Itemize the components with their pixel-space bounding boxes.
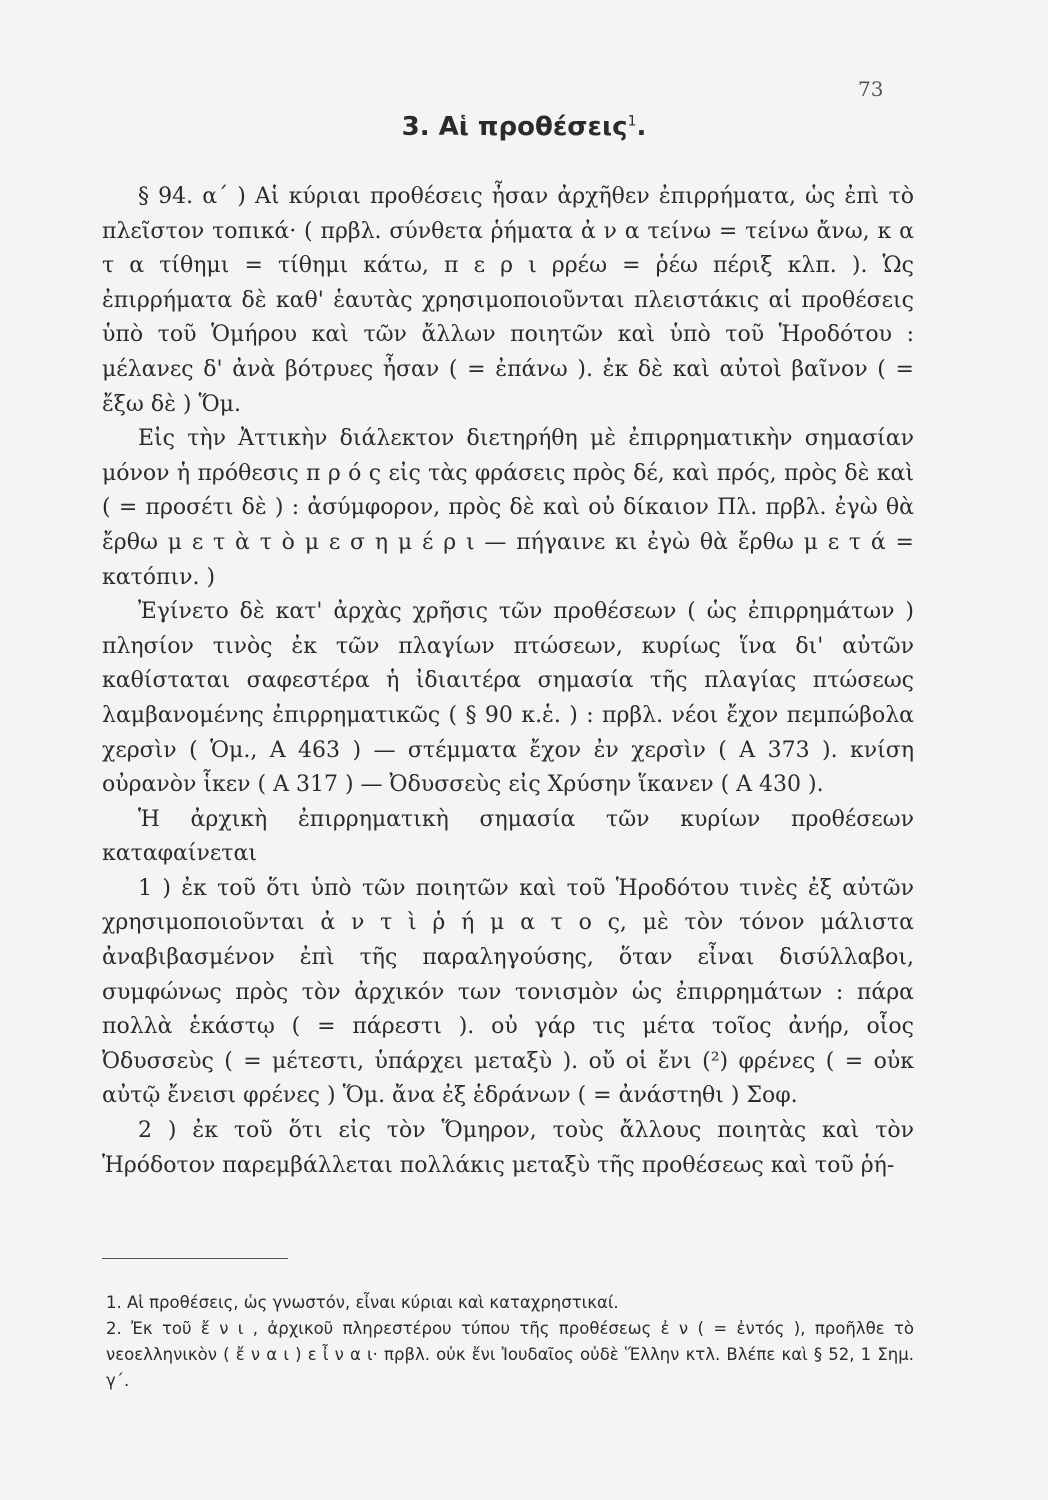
paragraph: Εἰς τὴν Ἀττικὴν διάλεκτον διετηρήθη μὲ ἐπιρρηματικὴν σημασίαν μόνον ἡ πρόθεσις π ρ ό ς εἰς τὰς φράσεις πρὸς δέ, καὶ πρός, πρὸς δὲ καὶ ( = προσέτι δὲ ) : ἀσύμφορον, πρὸς δὲ καὶ οὐ δίκαιον Πλ. πρβλ. ἐγὼ θὰ ἔρθω μ ε τ ὰ τ ὸ μ ε σ η μ έ ρ ι — πήγαινε κι ἐγὼ θὰ ἔρθω μ ε τ ά = κατόπιν. ): [102, 426, 914, 590]
section-heading-text: 3. Αἱ προθέσεις: [401, 112, 628, 142]
paragraph: 1 ) ἐκ τοῦ ὅτι ὑπὸ τῶν ποιητῶν καὶ τοῦ Ἡροδότου τινὲς ἐξ αὐτῶν χρησιμοποιοῦνται ἀ ν τ ὶ ῥ ή μ α τ ο ς, μὲ τὸν τόνον μάλιστα ἀναβιβασμένον ἐπὶ τῆς παραληγούσης, ὅταν εἶναι δισύλλαβοι, συμφώνως πρὸς τὸν ἀρχικόν των τονισμὸν ὡς ἐπιρρημάτων : πάρα πολλὰ ἑκάστῳ ( = πάρεστι ). οὐ γάρ τις μέτα τοῖος ἀνήρ, οἷος Ὀδυσσεὺς ( = μέτεστι, ὑπάρχει μεταξὺ ). οὔ οἱ ἔνι (²) φρένες ( = οὐκ αὐτῷ ἔνεισι φρένες ) Ὅμ. ἄνα ἐξ ἑδράνων ( = ἀνάστηθι ) Σοφ.: [102, 875, 914, 1109]
footnote-divider: [102, 1258, 288, 1259]
paragraph: Ἐγίνετο δὲ κατ' ἀρχὰς χρῆσις τῶν προθέσεων ( ὡς ἐπιρρημάτων ) πλησίον τινὸς ἐκ τῶν πλαγίων πτώσεων, κυρίως ἵνα δι' αὐτῶν καθίσταται σαφεστέρα ἡ ἰδιαιτέρα σημασία τῆς πλαγίας πτώσεως λαμβανομένης ἐπιρρηματικῶς ( § 90 κ.ἑ. ) : πρβλ. νέοι ἔχον πεμπώβολα χερσὶν ( Ὁμ., Α 463 ) — στέμματα ἔχον ἐν χερσὶν ( Α 373 ). κνίση οὐρανὸν ἷκεν ( Α 317 ) — Ὀδυσσεὺς εἰς Χρύσην ἵκανεν ( Α 430 ).: [102, 599, 914, 798]
footnote: 1. Αἱ προθέσεις, ὡς γνωστόν, εἶναι κύριαι καὶ καταχρηστικαί.: [106, 1293, 619, 1312]
section-heading-end: .: [636, 112, 647, 142]
footnotes: [102, 1290, 914, 1394]
paragraph: § 94. α΄ ) Αἱ κύριαι προθέσεις ἦσαν ἀρχῆθεν ἐπιρρήματα, ὡς ἐπὶ τὸ πλεῖστον τοπικά· ( πρβλ. σύνθετα ῥήματα ἀ ν α τείνω = τείνω ἄνω, κ α τ α τίθημι = τίθημι κάτω, π ε ρ ι ρρέω = ῥέω πέριξ κλπ. ). Ὡς ἐπιρρήματα δὲ καθ' ἑαυτὰς χρησιμοποιοῦνται πλειστάκις αἱ προθέσεις ὑπὸ τοῦ Ὁμήρου καὶ τῶν ἄλλων ποιητῶν καὶ ὑπὸ τοῦ Ἡροδότου : μέλανες δ' ἀνὰ βότρυες ἦσαν ( = ἐπάνω ). ἐκ δὲ καὶ αὐτοὶ βαῖνον ( = ἔξω δὲ ) Ὅμ.: [102, 184, 914, 417]
section-heading: [0, 112, 1048, 142]
footnote: 2. Ἐκ τοῦ ἔ ν ι , ἀρχικοῦ πληρεστέρου τύπου τῆς προθέσεως ἐ ν ( = ἐντός ), προῆλθε τὸ νεοελληνικὸν ( ἔ ν α ι ) ε ἶ ν α ι· πρβλ. οὐκ ἔνι Ἰουδαῖος οὐδὲ Ἕλλην κτλ. Βλέπε καὶ § 52, 1 Σημ. γ΄.: [106, 1319, 914, 1390]
footnote-ref: 1: [627, 113, 637, 130]
page-number: 73: [858, 77, 884, 101]
body-text: [102, 180, 914, 1183]
paragraph: Ἡ ἀρχικὴ ἐπιρρηματικὴ σημασία τῶν κυρίων προθέσεων καταφαίνεται: [102, 806, 914, 867]
paragraph: 2 ) ἐκ τοῦ ὅτι εἰς τὸν Ὅμηρον, τοὺς ἄλλους ποιητὰς καὶ τὸν Ἡρόδοτον παρεμβάλλεται πολλάκις μεταξὺ τῆς προθέσεως καὶ τοῦ ῥή-: [102, 1118, 914, 1178]
